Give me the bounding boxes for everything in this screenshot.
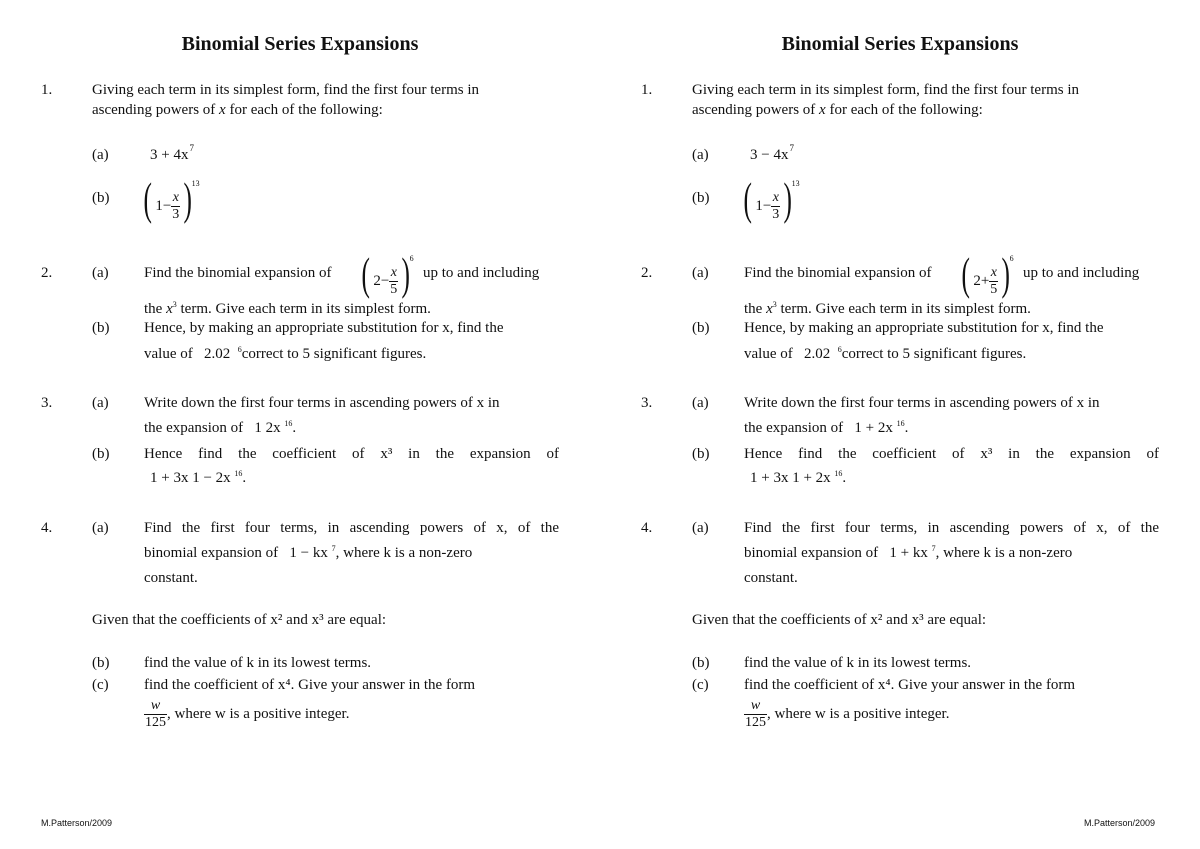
question-2a-line-2-power: 3 <box>772 300 777 309</box>
question-3b-line-1: Hence find the coefficient of x³ in the expansion of <box>144 446 559 462</box>
question-4c-line-1: find the coefficient of x⁴. Give your answer in the form <box>744 677 1076 693</box>
question-4c-post: , where w is a positive integer. <box>167 706 350 723</box>
question-3b-line-2-expr: 1 + 3x 1 − 2x <box>150 470 231 486</box>
question-4a-line-2-pre: binomial expansion of <box>744 545 879 561</box>
question-4a-line-2 <box>744 545 1072 562</box>
question-4b-label: (b) <box>692 655 710 671</box>
question-4a-line-3: constant. <box>744 570 798 586</box>
question-1-number: 1. <box>41 82 53 98</box>
question-3a-label: (a) <box>92 395 109 411</box>
question-4-number: 4. <box>41 520 53 536</box>
question-2b-line-2-pre: value of <box>144 346 193 362</box>
question-3a-line-2: the expansion of 1 + 2x $^{16}$. <box>744 419 909 436</box>
question-1b-label: (b) <box>92 190 110 206</box>
question-4b-label: (b) <box>92 655 110 671</box>
question-4c-post: , where w is a positive integer. <box>767 706 950 723</box>
question-2a-numerator: x <box>389 265 398 282</box>
question-1b-label: (b) <box>692 190 710 206</box>
question-4c-fraction <box>744 698 767 731</box>
page-footer: M.Patterson/2009 <box>41 818 113 828</box>
question-3b-line-2-power: 16 <box>234 469 243 478</box>
question-3a-line-2: the expansion of 1 2x $^{16}$. <box>144 419 297 436</box>
question-2a-post: up to and including <box>1023 265 1140 281</box>
question-2b-line-2-post: correct to 5 significant figures. <box>241 346 427 362</box>
question-4a-line-2 <box>144 545 472 562</box>
question-4a-label: (a) <box>92 520 109 536</box>
page-title: Binomial Series Expansions <box>781 33 1019 55</box>
page-footer: M.Patterson/2009 <box>1083 818 1155 828</box>
question-3a-line-1: Write down the first four terms in ascending powers of x in <box>744 395 1100 411</box>
question-2a-line-2-var: x <box>166 301 173 317</box>
question-2a-two: 2 <box>973 273 981 289</box>
question-1a-expression <box>150 143 194 164</box>
question-2a-fraction <box>389 265 398 298</box>
question-2b-line-2-value: 2.02 <box>803 346 831 362</box>
question-2a-sign: + <box>980 273 990 289</box>
question-1b-numerator: x <box>171 190 180 207</box>
question-1b-one: 1 <box>755 198 763 214</box>
question-1b-fraction <box>771 190 780 223</box>
question-1a-label: (a) <box>692 147 709 163</box>
question-4a-line-2-power: 7 <box>331 544 336 553</box>
question-1-line-2-var: x <box>219 102 226 118</box>
question-2a-label: (a) <box>92 265 109 281</box>
question-2a-two: 2 <box>373 273 381 289</box>
question-1b-expression: ( 1− $\frac{x}{3}$ )$^{13}$ <box>143 173 200 224</box>
question-4c-line-1: find the coefficient of x⁴. Give your answer in the form <box>144 677 476 693</box>
question-3b-label: (b) <box>692 446 710 462</box>
question-1a-expression <box>750 143 794 164</box>
question-2b-line-1: Hence, by making an appropriate substitution for x, find the <box>144 320 504 336</box>
question-4c-denominator: 125 <box>745 715 766 731</box>
question-2b-line-1: Hence, by making an appropriate substitution for x, find the <box>744 320 1104 336</box>
question-2a-denominator: 5 <box>990 282 998 298</box>
question-3b-line-2-power: 16 <box>834 469 843 478</box>
question-3b-line-2-expr: 1 + 3x 1 + 2x <box>750 470 831 486</box>
question-1-line-2 <box>92 102 383 119</box>
question-2a-pre: Find the binomial expansion of <box>144 265 332 281</box>
question-1b-expression: ( 1− $\frac{x}{3}$ )$^{13}$ <box>743 173 800 224</box>
question-3b-line-2: 1 + 3x 1 − 2x $^{16}$. <box>150 469 247 486</box>
question-2a-line-2-pre: the <box>744 301 763 317</box>
question-1-line-2-post: for each of the following: <box>829 102 983 118</box>
question-1a-power: 7 <box>789 143 794 153</box>
question-1-line-2-pre: ascending powers of <box>92 102 216 118</box>
worksheet-page-right <box>600 0 1200 849</box>
question-2a-line-2 <box>744 301 1031 318</box>
question-1-line-1: Giving each term in its simplest form, find the first four terms in <box>92 82 480 98</box>
question-2a-line-2-post: term. Give each term in its simplest form. <box>180 301 431 317</box>
question-3b-line-2: 1 + 3x 1 + 2x $^{16}$. <box>750 469 847 486</box>
question-4b-text: find the value of k in its lowest terms. <box>744 655 972 671</box>
question-2a-line-2-var: x <box>766 301 773 317</box>
question-4c-line-2 <box>744 698 949 731</box>
question-3a-line-2-pre: the expansion of <box>144 420 244 436</box>
question-1a-expr: 3 + 4x <box>150 147 189 163</box>
question-4c-label: (c) <box>92 677 109 693</box>
question-2a-line-2-post: term. Give each term in its simplest form. <box>780 301 1031 317</box>
question-2-number: 2. <box>641 265 653 281</box>
question-2b-line-2-post: correct to 5 significant figures. <box>841 346 1027 362</box>
question-1b-sign: − <box>762 198 772 214</box>
question-1b-one: 1 <box>155 198 163 214</box>
question-3a-label: (a) <box>692 395 709 411</box>
question-2b-line-2-value: 2.02 <box>203 346 231 362</box>
question-2a-sign: − <box>380 273 390 289</box>
question-4a-line-2-pre: binomial expansion of <box>144 545 279 561</box>
question-2a-power: 6 <box>409 254 414 263</box>
question-2a-line-2 <box>144 301 431 318</box>
question-4c-line-2 <box>144 698 349 731</box>
question-4a-line-3: constant. <box>144 570 198 586</box>
question-4b-text: find the value of k in its lowest terms. <box>144 655 372 671</box>
question-2a-denominator: 5 <box>390 282 398 298</box>
question-4c-denominator: 125 <box>145 715 166 731</box>
question-3a-line-2-expr: 1 2x <box>254 420 281 436</box>
question-1-line-2 <box>692 102 983 119</box>
question-2b-line-2 <box>744 346 1026 363</box>
question-2b-line-2-power: 6 <box>237 345 242 354</box>
question-2a-expression: ( 2− $\frac{x}{5}$ )$^6$ <box>361 248 414 299</box>
question-3b-label: (b) <box>92 446 110 462</box>
page-title: Binomial Series Expansions <box>181 33 419 55</box>
question-4a-line-2-power: 7 <box>931 544 936 553</box>
question-2a-numerator: x <box>989 265 998 282</box>
question-3-number: 3. <box>41 395 53 411</box>
question-1b-denominator: 3 <box>172 207 180 223</box>
question-4c-label: (c) <box>692 677 709 693</box>
question-4a-line-1: Find the first four terms, in ascending powers of x, of the <box>144 520 559 536</box>
question-2a-fraction <box>989 265 998 298</box>
question-4a-label: (a) <box>692 520 709 536</box>
question-2b-line-2 <box>144 346 426 363</box>
question-1-number: 1. <box>641 82 653 98</box>
question-3a-line-2-power: 16 <box>896 419 905 428</box>
question-4c-numerator: w <box>744 698 767 715</box>
question-4-given: Given that the coefficients of x² and x³ are equal: <box>692 612 987 628</box>
question-1b-power: 13 <box>791 179 800 188</box>
question-4-number: 4. <box>641 520 653 536</box>
question-2-number: 2. <box>41 265 53 281</box>
question-1a-power: 7 <box>189 143 194 153</box>
question-1a-expr: 3 − 4x <box>750 147 789 163</box>
question-1-line-2-post: for each of the following: <box>229 102 383 118</box>
question-2b-label: (b) <box>692 320 710 336</box>
question-4c-numerator: w <box>144 698 167 715</box>
question-3b-line-1: Hence find the coefficient of x³ in the expansion of <box>744 446 1159 462</box>
question-3a-line-2-power: 16 <box>284 419 293 428</box>
question-1-line-2-pre: ascending powers of <box>692 102 816 118</box>
question-1b-denominator: 3 <box>772 207 780 223</box>
question-2b-line-2-pre: value of <box>744 346 793 362</box>
question-2a-line-2-pre: the <box>144 301 163 317</box>
question-2a-post: up to and including <box>423 265 540 281</box>
question-1-line-1: Giving each term in its simplest form, find the first four terms in <box>692 82 1080 98</box>
question-3a-line-1: Write down the first four terms in ascending powers of x in <box>144 395 500 411</box>
question-1-line-2-var: x <box>819 102 826 118</box>
question-1b-sign: − <box>162 198 172 214</box>
question-3a-line-2-expr: 1 + 2x <box>854 420 893 436</box>
question-4c-fraction <box>144 698 167 731</box>
question-1b-fraction <box>171 190 180 223</box>
question-2b-line-2-power: 6 <box>837 345 842 354</box>
question-1b-numerator: x <box>771 190 780 207</box>
question-2a-expression: ( 2+ $\frac{x}{5}$ )$^6$ <box>961 248 1014 299</box>
question-2a-power: 6 <box>1009 254 1014 263</box>
question-4a-line-2-expr: 1 + kx <box>889 545 928 561</box>
question-4a-line-1: Find the first four terms, in ascending powers of x, of the <box>744 520 1159 536</box>
question-3a-line-2-pre: the expansion of <box>744 420 844 436</box>
question-2a-label: (a) <box>692 265 709 281</box>
question-4a-line-2-post: , where k is a non-zero <box>335 545 473 561</box>
question-2a-pre: Find the binomial expansion of <box>744 265 932 281</box>
question-3-number: 3. <box>641 395 653 411</box>
question-4a-line-2-expr: 1 − kx <box>289 545 328 561</box>
question-4-given: Given that the coefficients of x² and x³ are equal: <box>92 612 387 628</box>
question-1a-label: (a) <box>92 147 109 163</box>
question-1b-power: 13 <box>191 179 200 188</box>
question-2a-line-2-power: 3 <box>172 300 177 309</box>
question-4a-line-2-post: , where k is a non-zero <box>935 545 1073 561</box>
question-2b-label: (b) <box>92 320 110 336</box>
